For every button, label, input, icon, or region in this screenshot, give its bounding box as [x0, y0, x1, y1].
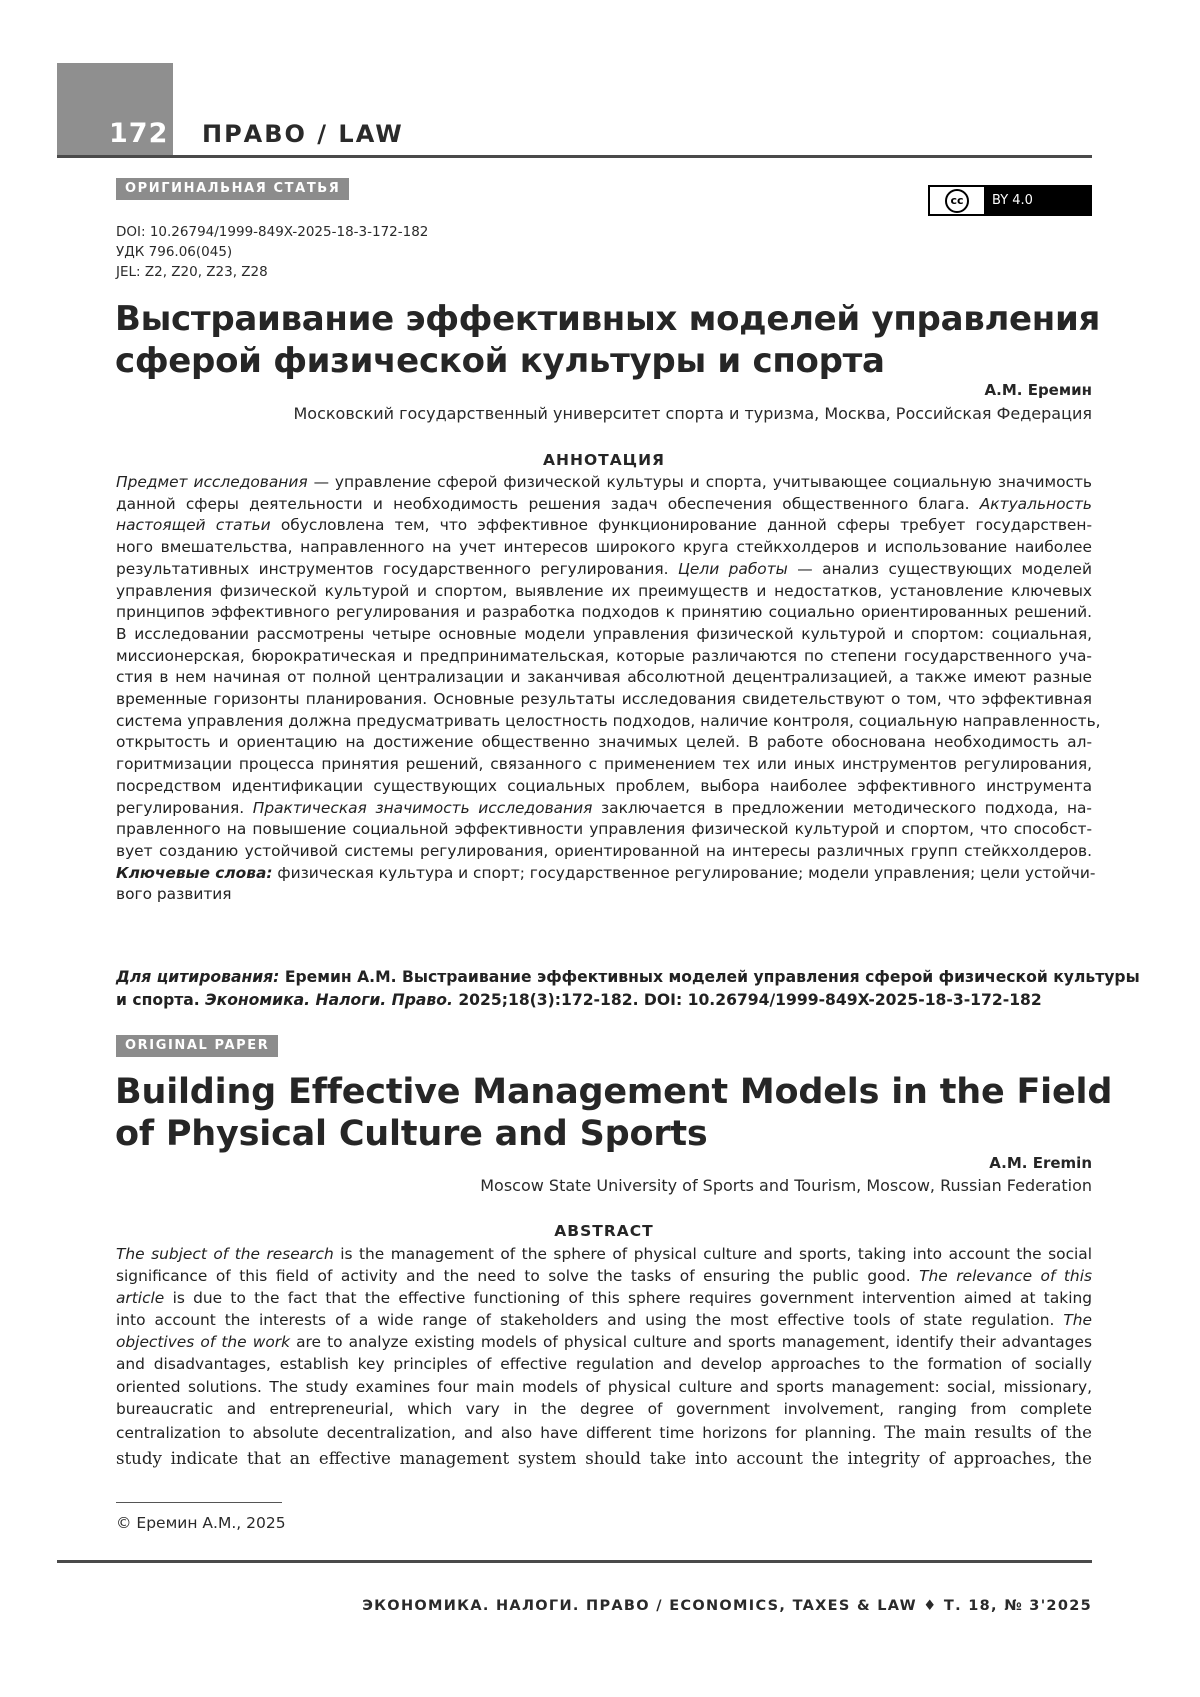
citation-block: Для цитирования: Еремин А.М. Выстраивание эффективных моделей управления сферой физической культуры и спорта. Экономика. Налоги. Право. 2025;18(3):172-182. DOI: 10.26794/1999-849X-2025-18-3-172-182: [116, 968, 1140, 1009]
title-line: of Physical Culture and Sports: [115, 1114, 708, 1154]
title-line: Выстраивание эффективных моделей управления: [115, 299, 1101, 339]
abstract-heading-en: ABSTRACT: [554, 1222, 654, 1240]
doi: DOI: 10.26794/1999-849X-2025-18-3-172-182: [116, 224, 429, 240]
creative-commons-icon: cc: [945, 189, 969, 213]
copyright: © Еремин А.М., 2025: [116, 1514, 286, 1532]
page-number: 172: [109, 118, 169, 149]
section-title: ПРАВО / LAW: [202, 120, 404, 148]
license-label: BY 4.0: [992, 193, 1033, 208]
footer-divider: [57, 1560, 1092, 1563]
title-line: Building Effective Management Models in the Field: [115, 1072, 1113, 1112]
header-divider: [57, 155, 1092, 158]
abstract-heading-ru: АННОТАЦИЯ: [543, 451, 665, 469]
author-ru: А.М. Еремин: [984, 381, 1092, 399]
cc-logo: [930, 187, 984, 214]
abstract-en: The subject of the research is the management of the sphere of physical culture and sports, taking into account the social significance of this field of activity and the need to solve the tasks of ensuring the public good. The relevance of this article is due to the fact that the effective functioning of this sphere requires government intervention aimed at taking into account the interests of a wide range of stakeholders and using the most effective tools of state regulation. The objectives of the work are to analyze existing models of physical culture and sports management, identify their advantages and disadvantages, establish key principles of effective regulation and develop approaches to the formation of socially oriented solutions. The study examines four main models of physical culture and sports management: social, missionary, bureaucratic and entrepreneurial, which vary in the degree of government involvement, ranging from complete centralization to absolute decentralization, and also have different time horizons for planning. The main results of the study indicate that an effective management system should take into account the integrity of approaches, the: [116, 1245, 1093, 1468]
article-title-ru: [115, 298, 1101, 382]
author-en: A.M. Eremin: [989, 1154, 1092, 1172]
affiliation-en: Moscow State University of Sports and Tourism, Moscow, Russian Federation: [480, 1176, 1092, 1195]
title-line: сферой физической культуры и спорта: [115, 341, 885, 381]
original-paper-tag: ORIGINAL PAPER: [116, 1035, 278, 1057]
abstract-ru: Предмет исследования — управление сферой физической культуры и спорта, учитывающее социальную значимость данной сферы деятельности и необходимость решения задач обеспечения общественного блага. Актуальность настоящей статьи обусловлена тем, что эффективное функционирование данной сферы требует государствен- ного вмешательства, направленного на учет интересов широкого круга стейкхолдеров и использование наиболее результативных инструментов государственного регулирования. Цели работы — анализ существующих моделей управления физической культурой и спортом, выявление их преимуществ и недостатков, установление ключевых принципов эффективного регулирования и разработка подходов к принятию социально ориентированных решений. В исследовании рассмотрены четыре основные модели управления физической культурой и спортом: социальная, миссионерская, бюрократическая и предпринимательская, которые различаются по степени государственного уча- стия в нем начиная от полной централизации и заканчивая абсолютной децентрализацией, а также имеют разные временные горизонты планирования. Основные результаты исследования свидетельствуют о том, что эффективная система управления должна предусматривать целостность подходов, наличие контроля, социальную направленность, открытость и ориентацию на достижение общественно значимых целей. В работе обоснована необходимость ал- горитмизации процесса принятия решений, связанного с применением тех или иных инструментов регулирования, посредством идентификации существующих социальных проблем, выбора наиболее эффективного инструмента регулирования. Практическая значимость исследования заключается в предложении методического подхода, на- правленного на повышение социальной эффективности управления физической культурой и спортом, что способст- вует созданию устойчивой системы регулирования, ориентированной на интересы различных групп стейкхолдеров. Ключевые слова: физическая культура и спорт; государственное регулирование; модели управления; цели устойчи- вого развития: [116, 473, 1101, 904]
cc-license-badge[interactable]: [928, 185, 1092, 216]
journal-footer: ЭКОНОМИКА. НАЛОГИ. ПРАВО / ECONOMICS, TAXES & LAW ♦ Т. 18, № 3'2025: [362, 1598, 1092, 1614]
affiliation-ru: Московский государственный университет спорта и туризма, Москва, Российская Федерация: [293, 404, 1092, 423]
udk: УДК 796.06(045): [116, 244, 233, 260]
article-title-en: [115, 1071, 1113, 1155]
footnote-divider: [116, 1502, 282, 1503]
original-article-tag: ОРИГИНАЛЬНАЯ СТАТЬЯ: [116, 178, 349, 200]
jel-codes: JEL: Z2, Z20, Z23, Z28: [116, 264, 268, 280]
